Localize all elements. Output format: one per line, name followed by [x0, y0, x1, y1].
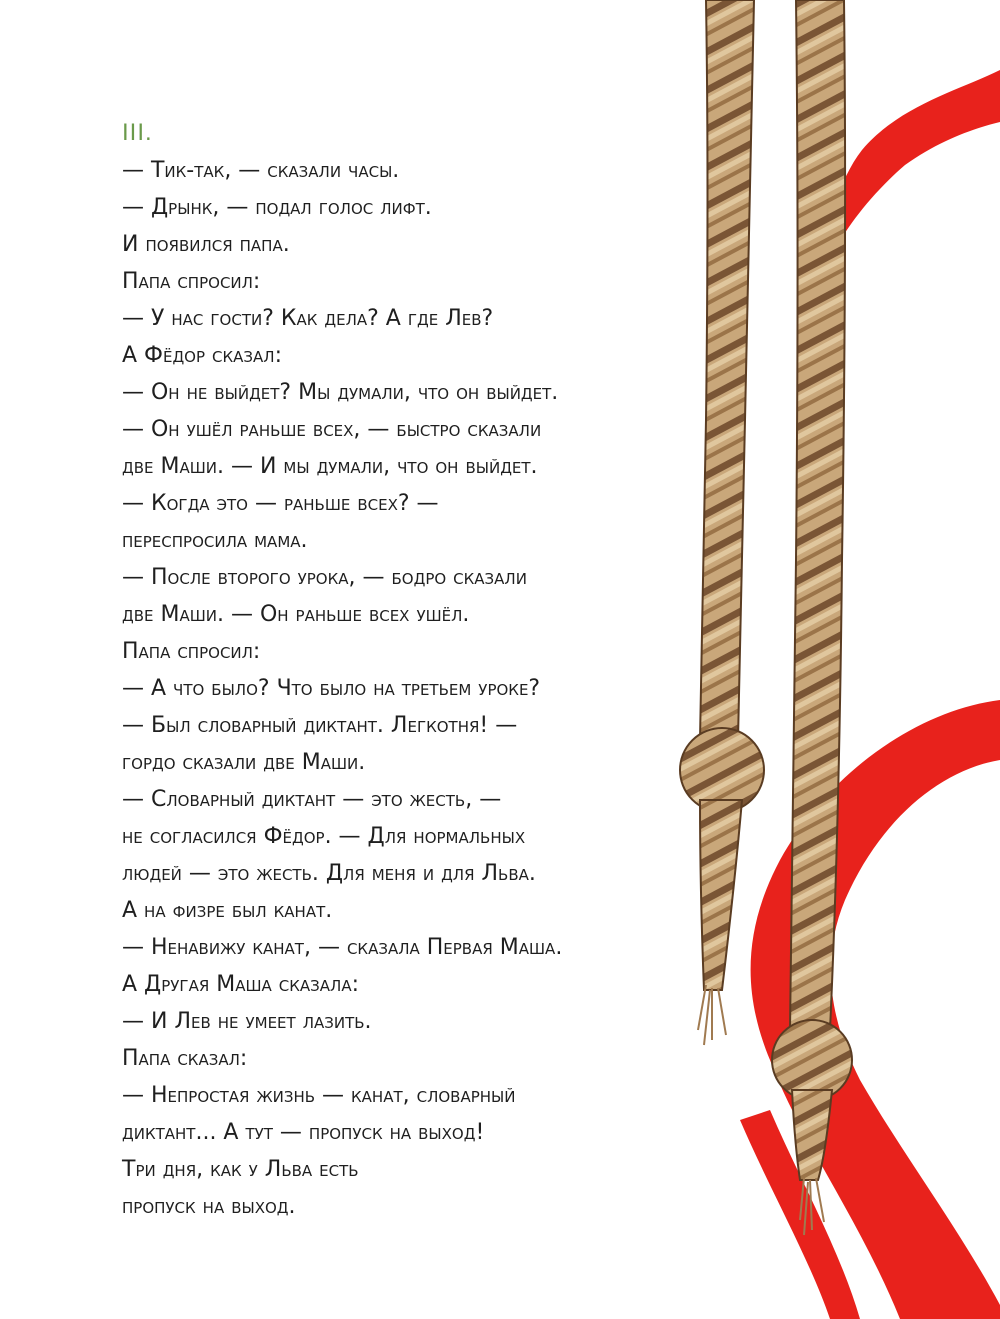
text-line: — А что было? Что было на третьем уроке? — [122, 676, 541, 701]
text-line: — И Лев не умеет лазить. — [122, 1009, 372, 1034]
text-line: — После второго урока, — бодро сказали — [122, 565, 527, 590]
text-line: Папа спросил: — [122, 269, 261, 294]
text-line: А Фёдор сказал: — [122, 343, 282, 368]
text-line: людей — это жесть. Для меня и для Льва. — [122, 861, 536, 886]
text-line: — Непростая жизнь — канат, словарный — [122, 1083, 516, 1108]
left-rope — [700, 0, 754, 740]
chapter-heading: III. — [122, 119, 153, 146]
right-rope — [790, 0, 845, 1030]
text-line: гордо сказали две Маши. — [122, 750, 366, 775]
text-line: — Тик-так, — сказали часы. — [122, 158, 400, 183]
text-line: — Был словарный диктант. Легкотня! — — [122, 713, 518, 738]
text-line: — Он не выйдет? Мы думали, что он выйдет. — [122, 380, 559, 405]
text-line: Папа спросил: — [122, 639, 261, 664]
text-line: — Словарный диктант — это жесть, — — [122, 787, 502, 812]
text-block — [122, 114, 682, 1225]
text-line: пропуск на выход. — [122, 1194, 296, 1219]
text-line: — Когда это — раньше всех? — — [122, 491, 439, 516]
text-line: — Ненавижу канат, — сказала Первая Маша. — [122, 935, 563, 960]
text-line: И появился папа. — [122, 232, 290, 257]
red-ribbon-lower — [751, 700, 1000, 1319]
left-rope-tail — [700, 800, 742, 990]
text-line: две Маши. — И мы думали, что он выйдет. — [122, 454, 538, 479]
text-line: Три дня, как у Льва есть — [122, 1157, 359, 1182]
text-line: А на физре был канат. — [122, 898, 333, 923]
text-line: — Он ушёл раньше всех, — быстро сказали — [122, 417, 542, 442]
text-line: диктант... А тут — пропуск на выход! — [122, 1120, 485, 1145]
left-rope-fray — [698, 985, 726, 1045]
text-line: Папа сказал: — [122, 1046, 248, 1071]
right-knot — [772, 1020, 852, 1100]
text-line: переспросила мама. — [122, 528, 308, 553]
text-line: — Дрынк, — подал голос лифт. — [122, 195, 432, 220]
text-line: две Маши. — Он раньше всех ушёл. — [122, 602, 470, 627]
text-line: А Другая Маша сказала: — [122, 972, 359, 997]
red-ribbon-upper — [835, 70, 1000, 250]
text-line: не согласился Фёдор. — Для нормальных — [122, 824, 526, 849]
text-line: — У нас гости? Как дела? А где Лев? — [122, 306, 494, 331]
